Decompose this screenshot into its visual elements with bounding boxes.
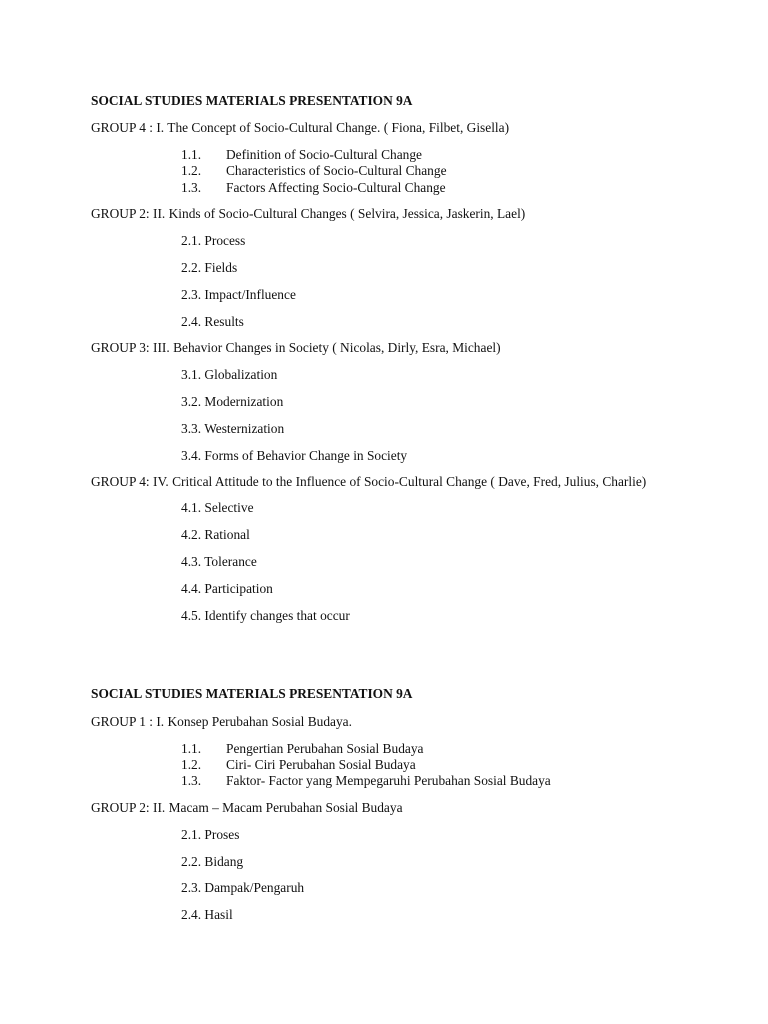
item-number: 1.3. [181,773,202,788]
list-item: 2.4. Hasil [181,907,233,922]
item-text: Ciri- Ciri Perubahan Sosial Budaya [226,757,416,772]
item-number: 1.3. [181,180,202,195]
group-heading: GROUP 1 : I. Konsep Perubahan Sosial Budaya. [91,714,352,729]
group-heading: GROUP 4: IV. Critical Attitude to the Influence of Socio-Cultural Change ( Dave, Fred, Julius, Charlie) [91,474,647,489]
item-text: Factors Affecting Socio-Cultural Change [226,180,446,195]
item-number: 1.1. [181,741,202,756]
list-item: 4.2. Rational [181,527,250,542]
item-text: Faktor- Factor yang Mempegaruhi Perubahan Sosial Budaya [226,773,551,788]
section-title: SOCIAL STUDIES MATERIALS PRESENTATION 9A [91,686,413,701]
item-text: Pengertian Perubahan Sosial Budaya [226,741,424,756]
item-number: 1.1. [181,147,202,162]
list-item: 4.5. Identify changes that occur [181,608,350,623]
list-item: 2.1. Proses [181,827,240,842]
item-number: 1.2. [181,757,202,772]
list-item: 2.2. Fields [181,260,238,275]
group-heading: GROUP 3: III. Behavior Changes in Society ( Nicolas, Dirly, Esra, Michael) [91,340,501,355]
list-item: 2.3. Dampak/Pengaruh [181,880,305,895]
group-heading: GROUP 2: II. Kinds of Socio-Cultural Changes ( Selvira, Jessica, Jaskerin, Lael) [91,206,526,221]
list-item: 2.1. Process [181,233,246,248]
list-item: 4.4. Participation [181,581,273,596]
group-heading: GROUP 2: II. Macam – Macam Perubahan Sosial Budaya [91,800,403,815]
group-heading: GROUP 4 : I. The Concept of Socio-Cultural Change. ( Fiona, Filbet, Gisella) [91,120,510,135]
list-item: 4.1. Selective [181,500,254,515]
list-item: 2.2. Bidang [181,854,244,869]
section-title: SOCIAL STUDIES MATERIALS PRESENTATION 9A [91,93,413,108]
list-item: 3.2. Modernization [181,394,284,409]
item-text: Characteristics of Socio-Cultural Change [226,163,447,178]
item-number: 1.2. [181,163,202,178]
item-text: Definition of Socio-Cultural Change [226,147,422,162]
list-item: 2.4. Results [181,314,244,329]
list-item: 3.1. Globalization [181,367,278,382]
list-item: 2.3. Impact/Influence [181,287,296,302]
list-item: 4.3. Tolerance [181,554,257,569]
list-item: 3.4. Forms of Behavior Change in Society [181,448,408,463]
list-item: 3.3. Westernization [181,421,285,436]
